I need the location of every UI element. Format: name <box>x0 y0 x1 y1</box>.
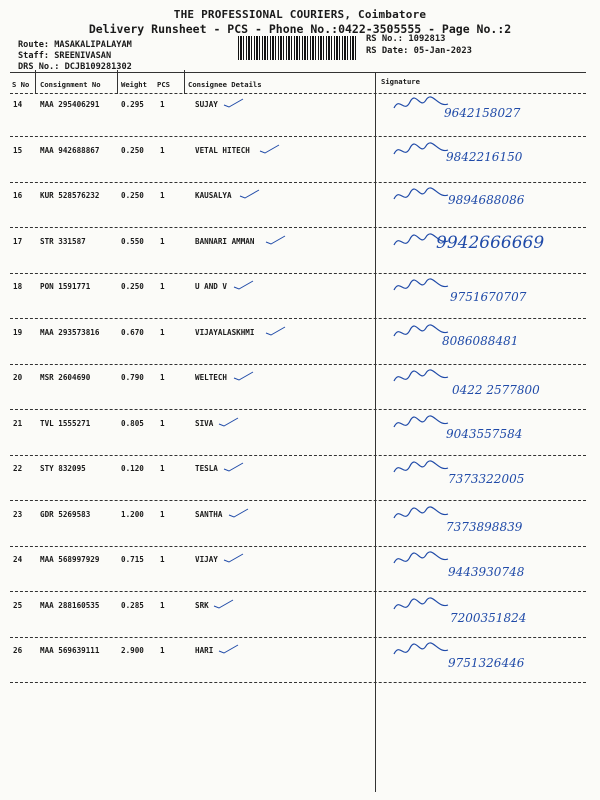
signature-phone: 7373898839 <box>446 519 523 534</box>
col-header-consignee: Consignee Details <box>188 80 262 89</box>
row-consignment-no: MAA 288160535 <box>40 600 100 610</box>
row-sno: 23 <box>13 509 23 519</box>
row-consignee: SANTHA <box>195 509 223 519</box>
row-consignee: SUJAY <box>195 100 218 109</box>
route-label: Route: MASAKALIPALAYAM <box>18 40 132 50</box>
check-mark-icon <box>223 462 245 472</box>
row-sno: 16 <box>13 191 23 200</box>
handwritten-signature <box>392 642 452 660</box>
handwritten-signature <box>392 506 452 524</box>
col-divider <box>35 70 36 94</box>
check-mark-icon <box>239 189 261 199</box>
check-mark-icon <box>218 644 240 654</box>
rs-number: RS No.: 1092813 <box>366 34 446 44</box>
row-separator <box>10 455 586 456</box>
handwritten-signature <box>392 142 452 160</box>
signature-phone: 7200351824 <box>450 610 527 625</box>
row-weight: 0.285 <box>121 600 144 610</box>
row-consignee: WELTECH <box>195 373 228 382</box>
signature-phone: 9894688086 <box>448 193 525 207</box>
signature-divider <box>375 72 376 792</box>
row-pcs: 1 <box>160 509 165 519</box>
handwritten-signature <box>392 187 452 205</box>
row-pcs: 1 <box>160 464 165 473</box>
row-weight: 0.120 <box>121 464 144 473</box>
row-pcs: 1 <box>160 236 165 246</box>
row-sno: 20 <box>13 373 23 382</box>
check-mark-icon <box>228 508 250 518</box>
rs-date: RS Date: 05-Jan-2023 <box>366 46 472 56</box>
row-weight: 2.900 <box>121 646 144 655</box>
row-sno: 17 <box>13 236 23 246</box>
row-sno: 22 <box>13 464 23 473</box>
signature-phone: 0422 2577800 <box>452 383 540 397</box>
handwritten-signature <box>392 96 452 114</box>
handwritten-signature <box>392 324 452 342</box>
row-separator <box>10 182 586 183</box>
row-weight: 0.670 <box>121 327 144 337</box>
table-top-rule <box>10 72 586 73</box>
row-separator <box>10 682 586 683</box>
row-consignee: BANNARI AMMAN <box>195 236 255 246</box>
check-mark-icon <box>265 326 287 336</box>
signature-phone: 9751326446 <box>448 656 525 670</box>
row-consignee: U AND V <box>195 282 228 291</box>
row-separator <box>10 318 586 319</box>
row-weight: 1.200 <box>121 509 144 519</box>
row-weight: 0.295 <box>121 100 144 109</box>
row-consignment-no: MAA 293573816 <box>40 327 100 337</box>
row-consignment-no: STR 331587 <box>40 236 86 246</box>
row-sno: 26 <box>13 646 23 655</box>
col-header-sno: S No <box>12 80 30 89</box>
row-pcs: 1 <box>160 373 165 382</box>
row-consignee: VETAL HITECH <box>195 145 250 155</box>
handwritten-signature <box>392 233 452 251</box>
col-header-signature: Signature <box>381 77 420 86</box>
check-mark-icon <box>223 98 245 108</box>
row-pcs: 1 <box>160 600 165 610</box>
row-consignment-no: MAA 295406291 <box>40 100 100 109</box>
row-consignee: VIJAYALASKHMI <box>195 327 255 337</box>
row-consignment-no: TVL 1555271 <box>40 418 91 428</box>
row-pcs: 1 <box>160 418 165 428</box>
signature-phone: 7373322005 <box>448 472 525 486</box>
signature-phone: 9443930748 <box>448 565 525 579</box>
row-separator <box>10 546 586 547</box>
row-separator <box>10 364 586 365</box>
row-consignee: SIVA <box>195 418 214 428</box>
handwritten-signature <box>392 551 452 569</box>
runsheet-title: Delivery Runsheet - PCS - Phone No.:0422-3505555 - Page No.:2 <box>88 22 512 36</box>
row-separator <box>10 136 586 137</box>
row-separator <box>10 591 586 592</box>
row-weight: 0.550 <box>121 236 144 246</box>
staff-label: Staff: SREENIVASAN <box>18 51 112 61</box>
handwritten-signature <box>392 415 452 433</box>
barcode <box>238 36 358 60</box>
handwritten-signature <box>392 278 452 296</box>
col-header-weight: Weight <box>121 80 147 89</box>
row-consignee: HARI <box>195 646 214 655</box>
row-pcs: 1 <box>160 145 165 155</box>
row-consignment-no: MAA 569639111 <box>40 646 100 655</box>
row-consignee: SRK <box>195 600 209 610</box>
col-divider <box>117 70 118 94</box>
handwritten-signature <box>392 369 452 387</box>
row-pcs: 1 <box>160 555 165 564</box>
signature-phone: 9642158027 <box>444 106 521 120</box>
check-mark-icon <box>265 235 287 245</box>
check-mark-icon <box>233 280 255 290</box>
row-weight: 0.250 <box>121 282 144 291</box>
row-consignment-no: KUR 528576232 <box>40 191 100 200</box>
row-sno: 19 <box>13 327 23 337</box>
signature-phone: 9942666669 <box>436 232 545 253</box>
row-weight: 0.790 <box>121 373 144 382</box>
row-consignee: TESLA <box>195 464 218 473</box>
handwritten-signature <box>392 597 452 615</box>
row-separator <box>10 409 586 410</box>
signature-phone: 8086088481 <box>442 333 519 348</box>
check-mark-icon <box>218 417 240 427</box>
row-consignee: VIJAY <box>195 555 218 564</box>
row-sno: 14 <box>13 100 23 109</box>
col-header-consignment: Consignment No <box>40 80 101 89</box>
row-weight: 0.715 <box>121 555 144 564</box>
check-mark-icon <box>233 371 255 381</box>
row-consignment-no: STY 832095 <box>40 464 86 473</box>
row-separator <box>10 637 586 638</box>
table-header-rule <box>10 93 586 94</box>
handwritten-signature <box>392 460 452 478</box>
signature-phone: 9842216150 <box>446 149 523 164</box>
row-separator <box>10 273 586 274</box>
row-separator <box>10 227 586 228</box>
row-separator <box>10 500 586 501</box>
row-sno: 24 <box>13 555 23 564</box>
row-sno: 15 <box>13 145 23 155</box>
check-mark-icon <box>223 553 245 563</box>
row-sno: 18 <box>13 282 23 291</box>
row-pcs: 1 <box>160 282 165 291</box>
signature-phone: 9043557584 <box>446 426 523 441</box>
row-pcs: 1 <box>160 327 165 337</box>
row-sno: 25 <box>13 600 23 610</box>
row-weight: 0.805 <box>121 418 144 428</box>
signature-phone: 9751670707 <box>450 290 527 304</box>
row-pcs: 1 <box>160 646 165 655</box>
row-pcs: 1 <box>160 191 165 200</box>
row-weight: 0.250 <box>121 145 144 155</box>
col-header-pcs: PCS <box>157 80 170 89</box>
check-mark-icon <box>213 599 235 609</box>
drs-number: DRS No.: DCJB109281302 <box>18 62 132 72</box>
row-consignment-no: MAA 568997929 <box>40 555 100 564</box>
row-consignment-no: PON 1591771 <box>40 282 91 291</box>
row-consignment-no: MSR 2604690 <box>40 373 91 382</box>
row-weight: 0.250 <box>121 191 144 200</box>
company-name: THE PROFESSIONAL COURIERS, Coimbatore <box>173 8 427 21</box>
col-divider <box>184 70 185 94</box>
check-mark-icon <box>259 144 281 154</box>
row-consignee: KAUSALYA <box>195 191 232 200</box>
row-sno: 21 <box>13 418 23 428</box>
row-pcs: 1 <box>160 100 165 109</box>
row-consignment-no: GDR 5269583 <box>40 509 91 519</box>
row-consignment-no: MAA 942688867 <box>40 145 100 155</box>
